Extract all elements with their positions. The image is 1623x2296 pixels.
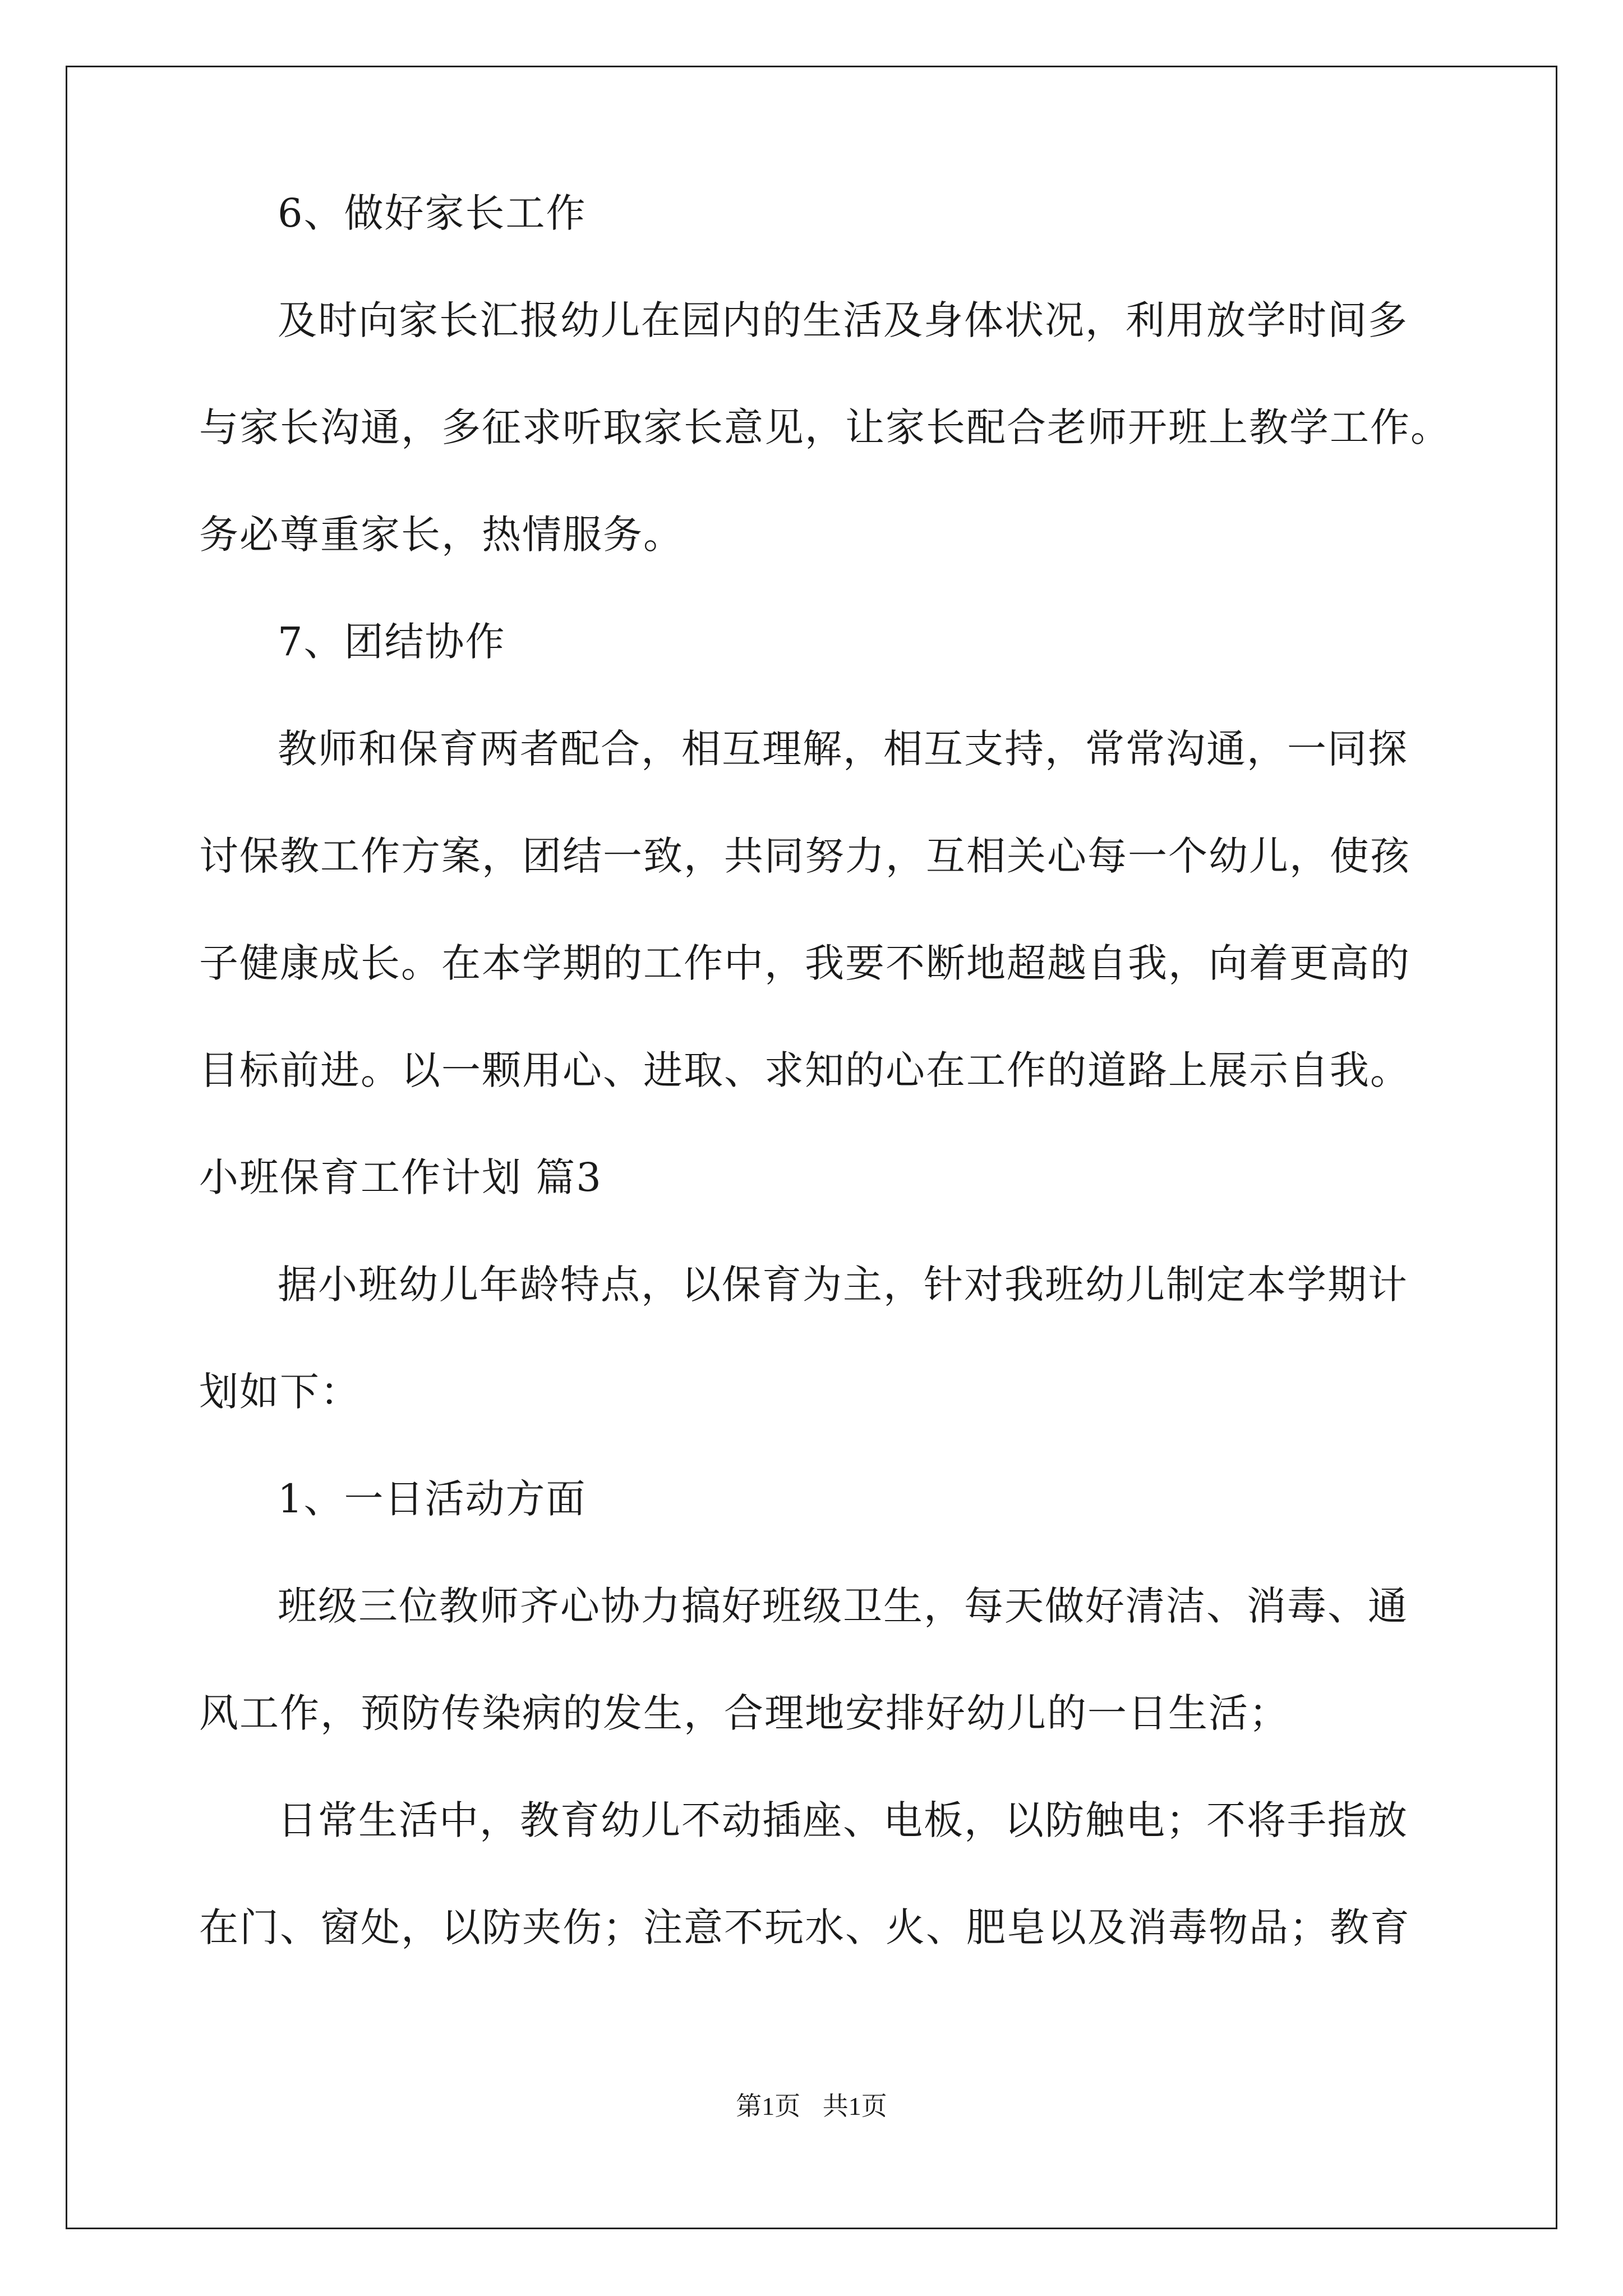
paragraph-line: 风工作，预防传染病的发生，合理地安排好幼儿的一日生活； xyxy=(199,1690,1289,1736)
paragraph-line: 及时向家长汇报幼儿在园内的生活及身体状况，利用放学时间多 xyxy=(278,297,1408,343)
paragraph-line: 小班保育工作计划 篇3 xyxy=(199,1154,602,1200)
paragraph-line: 日常生活中，教育幼儿不动插座、电板，以防触电；不将手指放 xyxy=(278,1797,1408,1843)
paragraph-line: 目标前进。以一颗用心、进取、求知的心在工作的道路上展示自我。 xyxy=(199,1047,1410,1093)
paragraph-line: 务必尊重家长，热情服务。 xyxy=(199,512,684,558)
paragraph-line: 讨保教工作方案，团结一致，共同努力，互相关心每一个幼儿，使孩 xyxy=(199,833,1410,879)
paragraph-line: 7、团结协作 xyxy=(278,619,506,665)
page-number-current: 第1页 xyxy=(736,2092,801,2120)
paragraph-line: 教师和保育两者配合，相互理解，相互支持，常常沟通，一同探 xyxy=(278,726,1408,772)
paragraph-line: 据小班幼儿年龄特点，以保育为主，针对我班幼儿制定本学期计 xyxy=(278,1262,1408,1308)
paragraph-line: 1、一日活动方面 xyxy=(278,1476,587,1522)
page-footer xyxy=(0,2090,1623,2123)
paragraph-line: 子健康成长。在本学期的工作中，我要不断地超越自我，向着更高的 xyxy=(199,940,1410,986)
paragraph-line: 在门、窗处，以防夹伤；注意不玩水、火、肥皂以及消毒物品；教育 xyxy=(199,1904,1410,1950)
page-number-total: 共1页 xyxy=(822,2092,887,2120)
paragraph-line: 与家长沟通，多征求听取家长意见，让家长配合老师开班上教学工作。 xyxy=(199,404,1451,450)
paragraph-line: 划如下： xyxy=(199,1369,361,1415)
paragraph-line: 6、做好家长工作 xyxy=(278,190,587,236)
paragraph-line: 班级三位教师齐心协力搞好班级卫生，每天做好清洁、消毒、通 xyxy=(278,1583,1408,1629)
